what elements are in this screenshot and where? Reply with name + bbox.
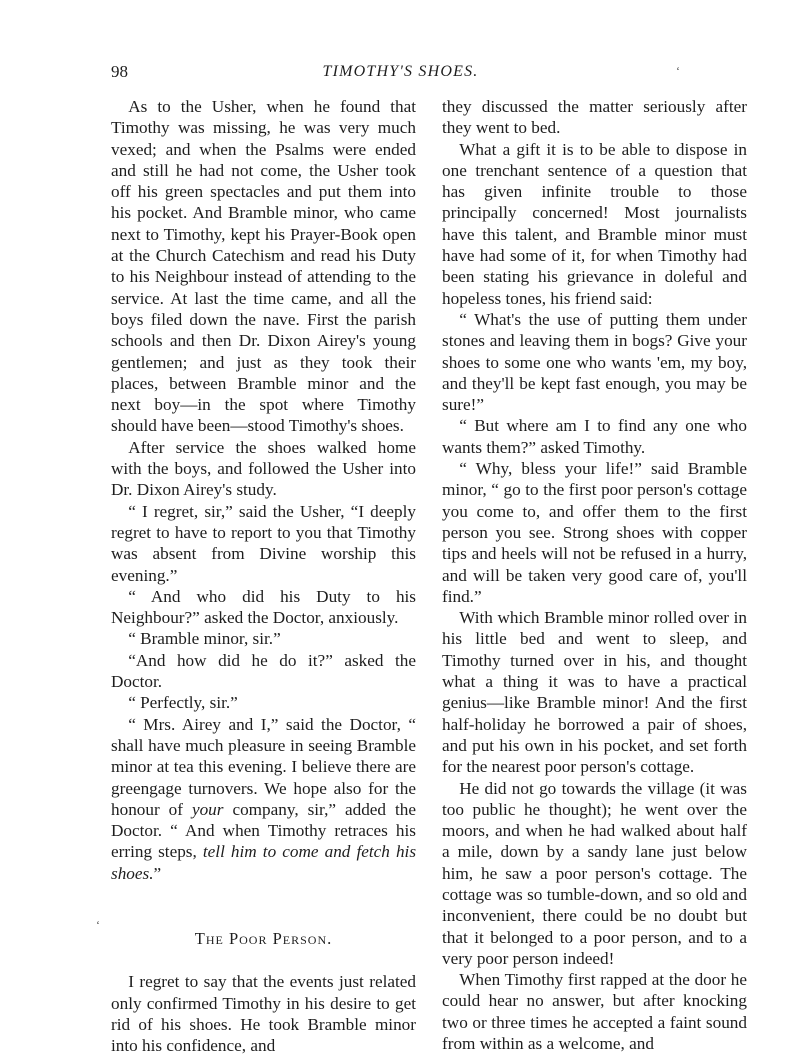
print-speck: ‘ (676, 64, 680, 78)
paragraph: “ And who did his Duty to his Neighbour?” asked the Doctor, anxiously. (111, 586, 416, 628)
text-run: ” (153, 863, 162, 883)
running-title: TIMOTHY'S SHOES. (322, 63, 479, 80)
page-header (0, 62, 801, 86)
paragraph (111, 714, 416, 884)
paragraph: With which Bramble minor rolled over in his little bed and went to sleep, and Timothy turned over in his, and thought what a thing it was to have a practical genius—like Bramble minor! And the first half-holiday he borrowed a pair of shoes, and put his own in his pocket, and set forth for the nearest poor person's cottage. (442, 608, 747, 777)
paragraph: “ Why, bless your life!” said Bramble minor, “ go to the first poor person's cottage you come to, and offer them to the first person you see. Strong shoes with copper tips and heels will not be refused in a hurry, and will be taken very good care of, you'll find.” (442, 459, 747, 606)
paragraph: “ What's the use of putting them under stones and leaving them in bogs? Give your shoes to some one who wants 'em, my boy, and they'll be kept fast enough, you may be sure!” (442, 309, 747, 415)
paragraph: “And how did he do it?” asked the Doctor. (111, 650, 416, 692)
paragraph: “ I regret, sir,” said the Usher, “I deeply regret to have to report to you that Timothy was absent from Divine worship this evening.” (111, 501, 416, 585)
left-column (111, 96, 416, 1056)
paragraph: As to the Usher, when he found that Timothy was missing, he was very much vexed; and when the Psalms were ended and still he had not come, the Usher took off his green spectacles and put them into his pocket. And Bramble minor, who came next to Timothy, kept his Prayer-Book open at the Church Catechism and read his Duty to his Neighbour instead of attending to the service. At last the time came, and all the boys filed down the nave. First the parish schools and then Dr. Dixon Airey's young gentlemen; and just as they took their places, between Bramble minor and the next boy—in the spot where Timothy should have been—stood Timothy's shoes. (111, 97, 416, 436)
italic-text: tell him to come and fetch his shoes. (111, 842, 417, 883)
page-number: 98 (111, 62, 128, 81)
right-column (442, 96, 747, 1054)
paragraph: “ Bramble minor, sir.” (128, 629, 281, 649)
paragraph: “ Perfectly, sir.” (128, 693, 238, 713)
paragraph: When Timothy first rapped at the door he could hear no answer, but after knocking two or three times he accepted a faint sound from within as a welcome, and (442, 970, 747, 1054)
paragraph: I regret to say that the events just related only confirmed Timothy in his desire to get rid of his shoes. He took Bramble minor into his confidence, and (111, 972, 416, 1056)
paragraph: After service the shoes walked home with the boys, and followed the Usher into Dr. Dixon Airey's study. (111, 437, 416, 500)
text-run: “ Mrs. Airey and I,” said the Doctor, “ shall have much pleasure in seeing Bramble minor at tea this evening. I believe there are greengage turnovers. We hope also for the honour of (111, 714, 416, 819)
paragraph: “ But where am I to find any one who wants them?” asked Timothy. (442, 416, 747, 457)
paragraph: they discussed the matter seriously after they went to bed. (442, 97, 747, 138)
paragraph: He did not go towards the village (it was too public he thought); he went over the moors, and when he had walked about half a mile, down by a sandy lane just below him, he saw a poor person's cottage. The cottage was so tumble-down, and so old and inconvenient, there could be no doubt but that it belonged to a poor person, and to a very poor person indeed! (442, 778, 747, 968)
italic-text: your (191, 799, 224, 819)
paragraph: What a gift it is to be able to dispose in one trenchant sentence of a question that has given infinite trouble to those principally concerned! Most journalists have this talent, and Bramble minor must have had some of it, for when Timothy had been stating his grievance in doleful and hopeless tones, his friend said: (442, 139, 747, 308)
print-speck: ‘ (96, 918, 100, 932)
text-run: company, sir,” added the Doctor. “ And when Timothy retraces his erring steps, (111, 799, 416, 862)
section-heading: The Poor Person. (194, 928, 333, 948)
